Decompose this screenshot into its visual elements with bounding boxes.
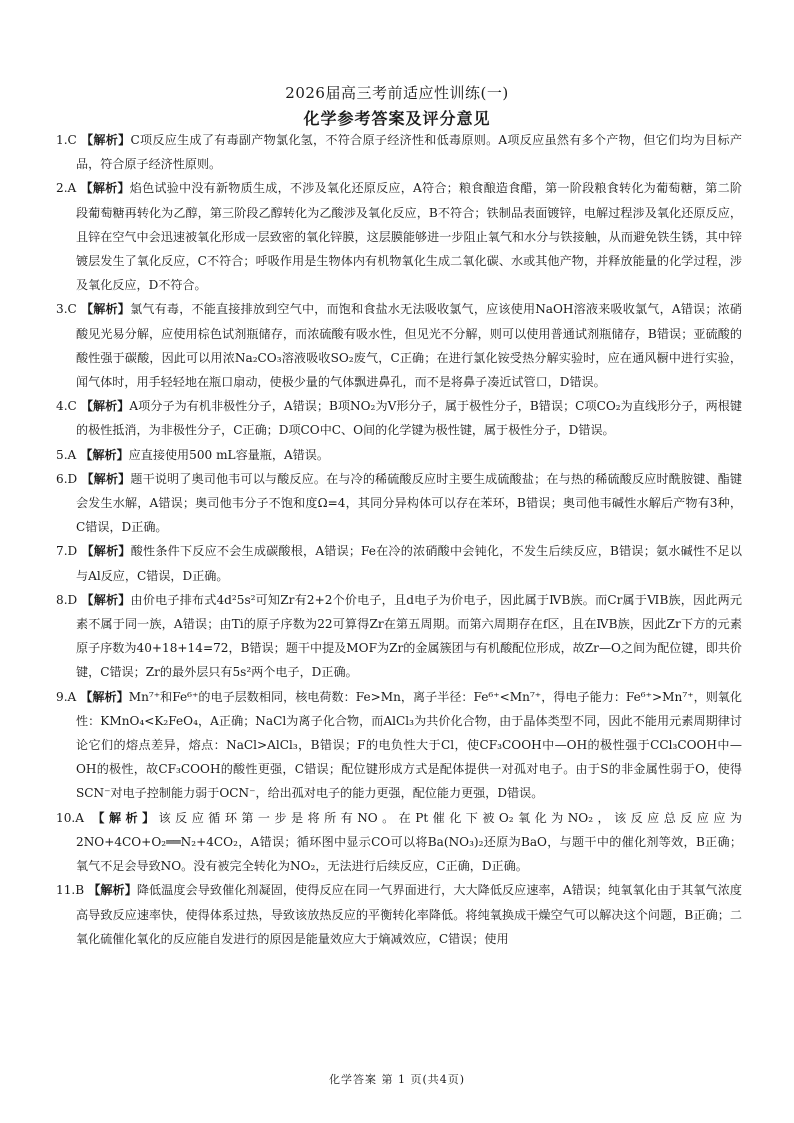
- analysis-tag: 【解析】: [80, 181, 130, 196]
- answer-list: [56, 128, 742, 951]
- page-title: 2026届高三考前适应性训练(一): [285, 84, 509, 102]
- answer-item-5: [56, 443, 742, 467]
- answer-number: 11.B: [56, 883, 85, 898]
- analysis-tag: 【解析】: [80, 133, 131, 147]
- page-footer: 化学答案 第 1 页(共4页): [328, 1073, 466, 1086]
- answer-text: 由价电子排布式4d²5s²可知Zr有2+2个价电子，且d电子为价电子，因此属于ⅣB族。而Cr属于ⅥB族，因此两元素不属于同一族，A错误；由Ti的原子序数为22可算得Zr在第五周期。而第六周期存在f区，且在ⅣB族，因此Zr下方的元素原子序数为40+18+14=72，B错误；题干中提及MOF为Zr的金属簇团与有机酸配位形成，故Zr—O之间为配位键，即共价键，C错误；Zr的最外层只有5s²两个电子，D正确。: [76, 592, 742, 680]
- answer-text: C项反应生成了有毒副产物氯化氢，不符合原子经济性和低毒原则。A项反应虽然有多个产物，但它们均为目标产品，符合原子经济性原则。: [76, 133, 742, 172]
- analysis-tag: 【解析】: [80, 399, 130, 414]
- answer-item-11: [56, 878, 742, 951]
- answer-text: Mn⁷⁺和Fe⁶⁺的电子层数相同，核电荷数：Fe>Mn，离子半径：Fe⁶⁺<Mn⁷⁺，得电子能力：Fe⁶⁺>Mn⁷⁺，则氧化性：KMnO₄<K₂FeO₄，A正确；NaCl为离子化合物，而AlCl₃为共价化合物，由于晶体类型不同，因此不能用元素周期律讨论它们的熔点差异，熔点：NaCl>AlCl₃，B错误；F的电负性大于Cl，使CF₃COOH中—OH的极性强于CCl₃COOH中—OH的极性，故CF₃COOH的酸性更强，C错误；配位键形成方式是配体提供一对孤对电子。由于S的非金属性弱于O，使得SCN⁻对电子控制能力弱于OCN⁻，给出孤对电子的能力更强，配位能力更强，D错误。: [76, 689, 742, 801]
- answer-number: 2.A: [56, 181, 77, 196]
- answer-text: 应直接使用500 mL容量瓶，A错误。: [128, 447, 329, 462]
- answer-text: 焰色试验中没有新物质生成，不涉及氧化还原反应，A符合；粮食酿造食醋，第一阶段粮食转化为葡萄糖，第二阶段葡萄糖再转化为乙醇，第三阶段乙醇转化为乙酸涉及氧化反应，B不符合；铁制品表面镀锌，电解过程涉及氧化还原反应，且锌在空气中会迅速被氧化形成一层致密的氧化锌膜，这层膜能够进一步阻止氧气和水分与铁接触，从而避免铁生锈，其中锌镀层发生了氧化反应，C不符合；呼吸作用是生物体内有机物氧化生成二氧化碳、水或其他产物，并释放能量的化学过程，涉及氧化反应，D不符合。: [76, 181, 742, 293]
- answer-number: 10.A: [56, 810, 84, 825]
- analysis-tag: 【解析】: [87, 810, 159, 825]
- answer-number: 3.C: [56, 302, 77, 317]
- answer-number: 6.D: [56, 471, 78, 486]
- answer-item-9: [56, 685, 742, 806]
- analysis-tag: 【解析】: [80, 302, 131, 317]
- answer-text: 酸性条件下反应不会生成碳酸根，A错误；Fe在冷的浓硝酸中会钝化，不发生后续反应，B错误；氨水碱性不足以与Al反应，C错误，D正确。: [76, 544, 742, 583]
- analysis-tag: 【解析】: [80, 689, 129, 704]
- analysis-tag: 【解析】: [80, 447, 129, 462]
- answer-item-10: [56, 806, 742, 879]
- analysis-tag: 【解析】: [88, 883, 137, 898]
- answer-text: 题干说明了奥司他韦可以与酸反应。在与冷的稀硫酸反应时主要生成硫酸盐；在与热的稀硫酸反应时酰胺键、酯键会发生水解，A错误；奥司他韦分子不饱和度Ω=4，其同分异构体可以存在苯环，B错误；奥司他韦碱性水解后产物有3种，C错误，D正确。: [76, 471, 742, 535]
- answer-item-3: [56, 297, 742, 394]
- answer-text: 氯气有毒，不能直接排放到空气中，而饱和食盐水无法吸收氯气，应该使用NaOH溶液来吸收氯气，A错误；浓硝酸见光易分解，应使用棕色试剂瓶储存，而浓硫酸有吸水性，但见光不分解，则可以使用普通试剂瓶储存，B错误；亚硫酸的酸性强于碳酸，因此可以用浓Na₂CO₃溶液吸收SO₂废气，C正确；在进行氯化铵受热分解实验时，应在通风橱中进行实验，闻气体时，用手轻轻地在瓶口扇动，使极少量的气体飘进鼻孔，而不是将鼻子凑近试管口，D错误。: [76, 302, 742, 390]
- answer-number: 9.A: [56, 689, 77, 704]
- answer-number: 7.D: [56, 544, 78, 559]
- answer-text: 该反应循环第一步是将所有NO。在Pt催化下被O₂氧化为NO₂，该反应总反应应为2NO+4CO+O₂══N₂+4CO₂，A错误；循环图中显示CO可以将Ba(NO₃)₂还原为BaO，与题干中的催化剂等效，B正确；氧气不足会导致NO。没有被完全转化为NO₂，无法进行后续反应，C正确，D正确。: [76, 810, 742, 874]
- answer-text: 降低温度会导致催化剂凝固，使得反应在同一气界面进行，大大降低反应速率，A错误；纯氧氧化由于其氧气浓度高导致反应速率快，使得体系过热，导致该放热反应的平衡转化率降低。将纯氧换成干燥空气可以解决这个问题，B正确；二氧化硫催化氧化的反应能自发进行的原因是能量效应大于熵减效应，C错误；使用: [76, 883, 742, 946]
- answer-item-4: [56, 394, 742, 442]
- answer-item-6: [56, 467, 742, 540]
- analysis-tag: 【解析】: [81, 471, 131, 486]
- answer-item-7: [56, 539, 742, 587]
- answer-number: 1.C: [56, 133, 77, 147]
- answer-item-1: [56, 128, 742, 176]
- page-subtitle: 化学参考答案及评分意见: [303, 109, 491, 128]
- analysis-tag: 【解析】: [81, 544, 131, 559]
- answer-item-2: [56, 176, 742, 297]
- analysis-tag: 【解析】: [81, 592, 131, 607]
- answer-number: 4.C: [56, 399, 77, 414]
- answer-number: 8.D: [56, 592, 78, 607]
- answer-item-8: [56, 588, 742, 685]
- answer-number: 5.A: [56, 447, 77, 462]
- answer-text: A项分子为有机非极性分子，A错误；B项NO₂为V形分子，属于极性分子，B错误；C项CO₂为直线形分子，两根键的极性抵消，为非极性分子，C正确；D项CO中C、O间的化学键为极性键，属于极性分子，D错误。: [76, 399, 742, 438]
